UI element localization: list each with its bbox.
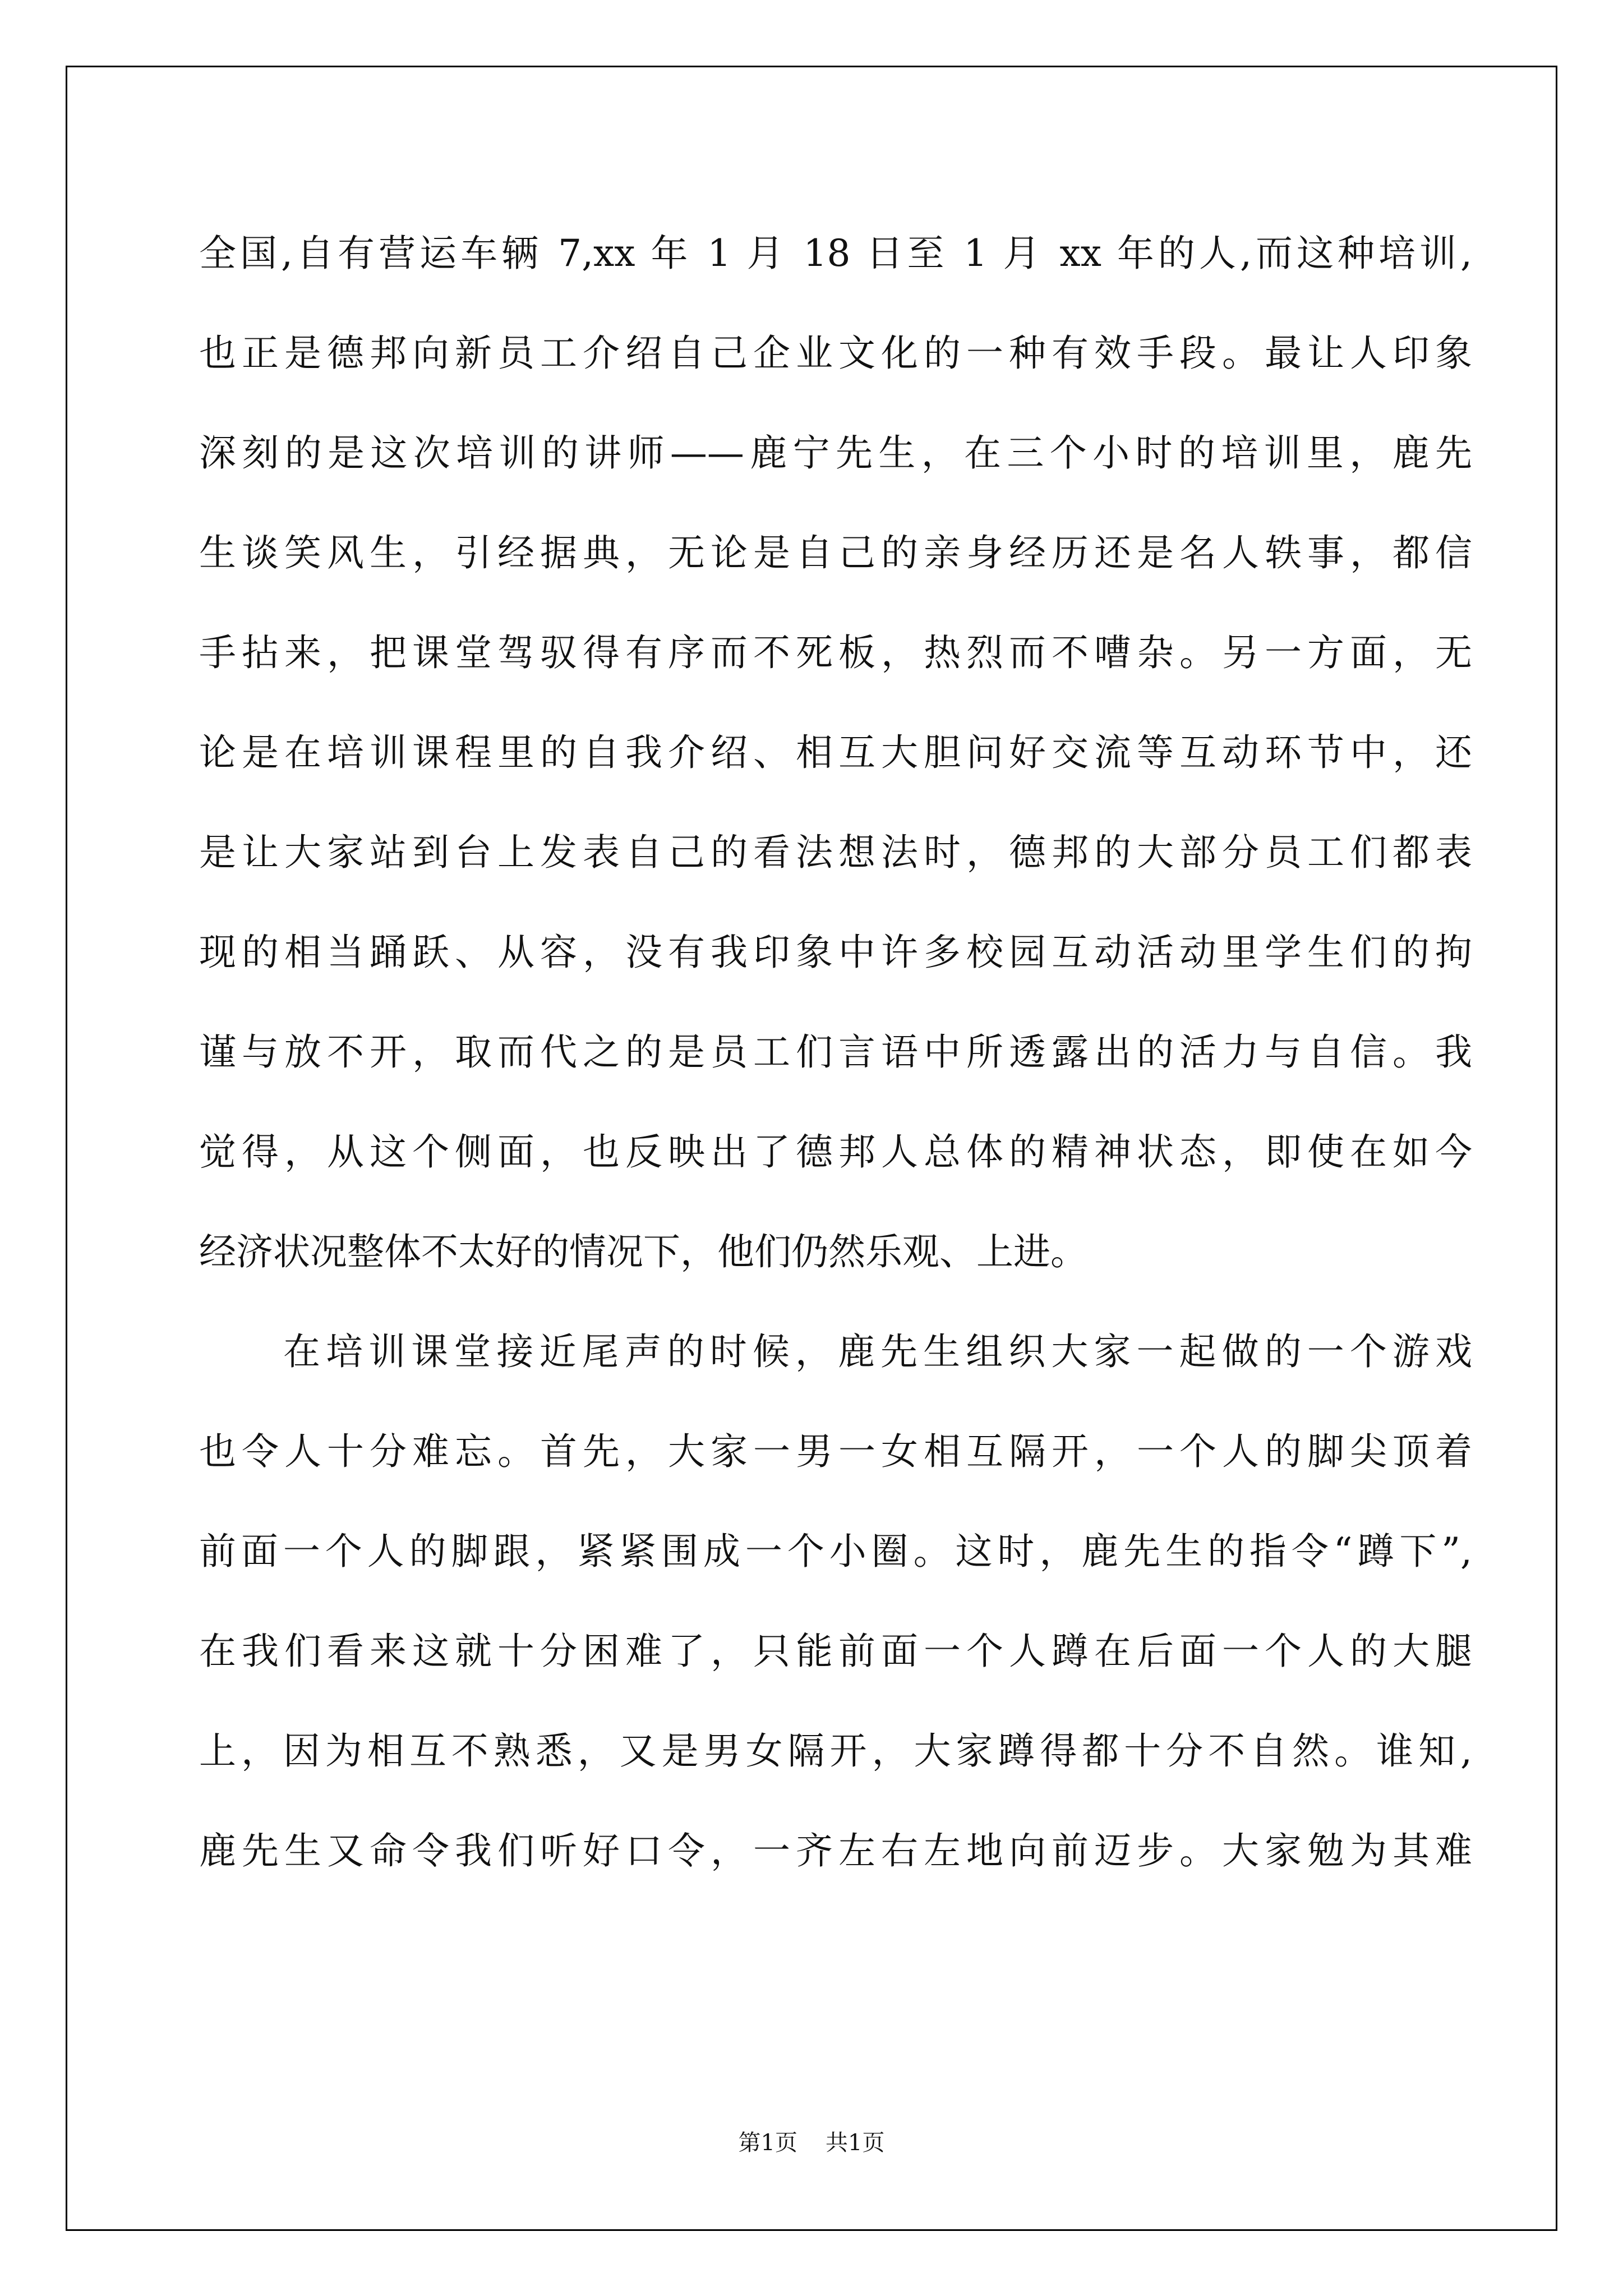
page-footer bbox=[0, 2126, 1623, 2160]
text-line: 也正是德邦向新员工介绍自己企业文化的一种有效手段。最让人印象 bbox=[199, 332, 1472, 375]
text-line: 觉得，从这个侧面，也反映出了德邦人总体的精神状态，即使在如今 bbox=[199, 1130, 1472, 1174]
text-line: 是让大家站到台上发表自己的看法想法时，德邦的大部分员工们都表 bbox=[199, 831, 1472, 874]
text-line: 全国,自有营运车辆 7,xx 年 1 月 18 日至 1 月 xx 年的人,而这种培训, bbox=[199, 232, 1472, 275]
page-number: 第1页 bbox=[738, 2130, 797, 2156]
text-line: 现的相当踊跃、从容，没有我印象中许多校园互动活动里学生们的拘 bbox=[199, 931, 1472, 974]
text-line: 上，因为相互不熟悉，又是男女隔开，大家蹲得都十分不自然。谁知, bbox=[199, 1729, 1472, 1773]
text-line: 论是在培训课程里的自我介绍、相互大胆问好交流等互动环节中，还 bbox=[199, 731, 1472, 774]
text-line: 手拈来，把课堂驾驭得有序而不死板，热烈而不嘈杂。另一方面，无 bbox=[199, 631, 1472, 674]
text-line: 在培训课堂接近尾声的时候，鹿先生组织大家一起做的一个游戏 bbox=[283, 1330, 1472, 1373]
text-line: 鹿先生又命令我们听好口令，一齐左右左地向前迈步。大家勉为其难 bbox=[199, 1829, 1472, 1872]
page-total: 共1页 bbox=[826, 2130, 885, 2156]
text-line: 在我们看来这就十分困难了，只能前面一个人蹲在后面一个人的大腿 bbox=[199, 1630, 1472, 1673]
text-line: 前面一个人的脚跟，紧紧围成一个小圈。这时，鹿先生的指令“蹲下”, bbox=[199, 1530, 1472, 1573]
text-line: 也令人十分难忘。首先，大家一男一女相互隔开，一个人的脚尖顶着 bbox=[199, 1430, 1472, 1473]
text-line: 谨与放不开，取而代之的是员工们言语中所透露出的活力与自信。我 bbox=[199, 1030, 1472, 1074]
text-line: 经济状况整体不太好的情况下，他们仍然乐观、上进。 bbox=[199, 1230, 1087, 1273]
text-line: 生谈笑风生，引经据典，无论是自己的亲身经历还是名人轶事，都信 bbox=[199, 531, 1472, 574]
text-line: 深刻的是这次培训的讲师——鹿宁先生，在三个小时的培训里，鹿先 bbox=[199, 431, 1472, 475]
